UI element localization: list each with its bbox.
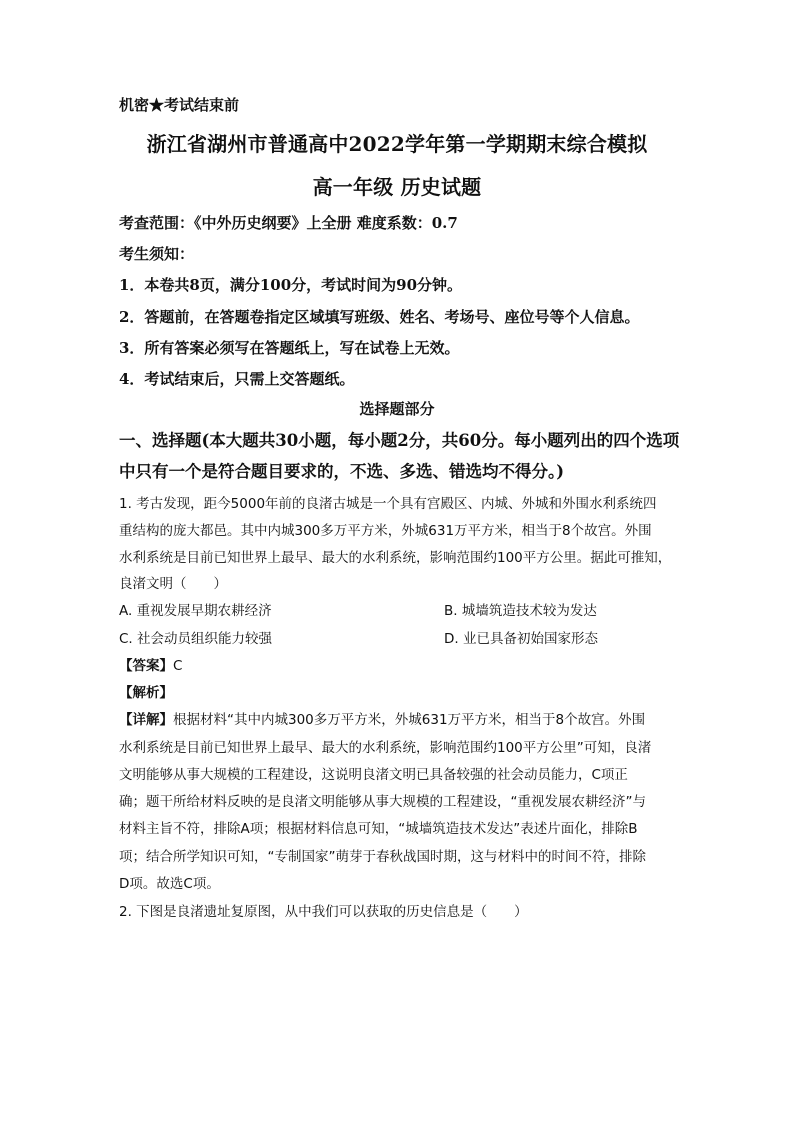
q2-stem: 2. 下图是良渚遗址复原图，从中我们可以获取的历史信息是（ ） (119, 904, 528, 920)
q1-detail-line: D项。故选C项。 (119, 876, 220, 892)
q1-option-c: C. 社会动员组织能力较强 (119, 631, 273, 647)
q1-detail-line: 材料主旨不符，排除A项；根据材料信息可知，“城墙筑造技术发达”表述片面化，排除B (119, 821, 638, 837)
section-heading-line1: 一、选择题(本大题共30小题，每小题2分，共60分。每小题列出的四个选项 (119, 431, 680, 450)
q1-option-b: B. 城墙筑造技术较为发达 (444, 603, 597, 619)
notice-item: 1．本卷共8页，满分100分，考试时间为90分钟。 (119, 276, 463, 294)
exam-title-line1: 浙江省湖州市普通高中2022学年第一学期期末综合模拟 (146, 132, 648, 156)
q1-option-a: A. 重视发展早期农耕经济 (119, 603, 272, 619)
exam-scope: 考查范围：《中外历史纲要》上全册 难度系数：0.7 (119, 214, 458, 232)
notice-item: 3．所有答案必须写在答题纸上，写在试卷上无效。 (119, 339, 460, 357)
q1-detail-line (119, 708, 645, 728)
section-heading-line2: 中只有一个是符合题目要求的，不选、多选、错选均不得分。) (119, 462, 565, 481)
q1-option-d: D. 业已具备初始国家形态 (444, 631, 598, 647)
notice-heading: 考生须知： (119, 245, 195, 263)
q1-stem-line: 良渚文明（ ） (119, 576, 227, 592)
exam-title-line2: 高一年级 历史试题 (312, 175, 482, 199)
q1-detail-line: 项；结合所学知识可知，“专制国家”萌芽于春秋战国时期，这与材料中的时间不符，排除 (119, 849, 646, 865)
section-title: 选择题部分 (359, 400, 435, 418)
q1-answer-row (119, 654, 182, 674)
analysis-tag: 【解析】 (119, 685, 173, 701)
q1-stem-line: 水利系统是目前已知世界上最早、最大的水利系统，影响范围约100平方公里。据此可推知， (119, 550, 672, 566)
confidential-label: 机密★考试结束前 (119, 96, 240, 114)
q1-stem-line: 重结构的庞大都邑。其中内城300多万平方米，外城631万平方米，相当于8个故宫。外围 (119, 523, 652, 539)
notice-item: 4．考试结束后，只需上交答题纸。 (119, 370, 355, 388)
answer-value: C (173, 658, 183, 674)
notice-item: 2．答题前，在答题卷指定区域填写班级、姓名、考场号、座位号等个人信息。 (119, 308, 640, 326)
answer-tag: 【答案】 (119, 658, 173, 674)
q1-detail-line: 水利系统是目前已知世界上最早、最大的水利系统，影响范围约100平方公里”可知，良渚 (119, 740, 652, 756)
q1-detail-line: 文明能够从事大规模的工程建设，这说明良渚文明已具备较强的社会动员能力，C项正 (119, 767, 628, 783)
q1-stem-line: 1. 考古发现，距今5000年前的良渚古城是一个具有宫殿区、内城、外城和外围水利系统四 (119, 496, 657, 512)
detail-text: 根据材料“其中内城300多万平方米，外城631万平方米，相当于8个故宫。外围 (173, 712, 646, 728)
detail-tag: 【详解】 (119, 712, 173, 728)
q1-analysis-row (119, 681, 173, 701)
q1-detail-line: 确；题干所给材料反映的是良渚文明能够从事大规模的工程建设，“重视发展农耕经济”与 (119, 794, 646, 810)
